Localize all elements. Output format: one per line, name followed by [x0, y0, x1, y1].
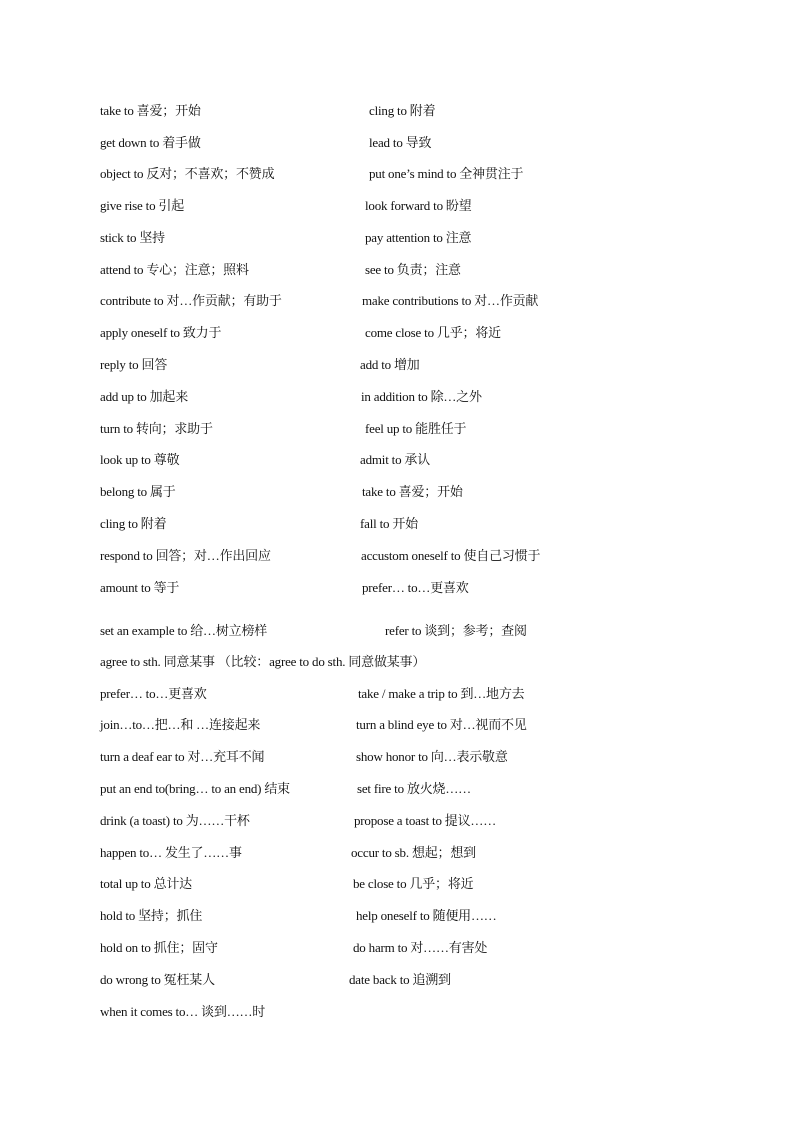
phrase-entry: cling to 附着: [100, 516, 167, 531]
phrase-entry: do harm to 对……有害处: [353, 940, 488, 955]
phrase-entry: feel up to 能胜任于: [365, 421, 467, 436]
phrase-entry: show honor to 向…表示敬意: [356, 749, 508, 764]
phrase-entry: take / make a trip to 到…地方去: [358, 686, 525, 701]
phrase-entry: prefer… to…更喜欢: [100, 686, 207, 701]
phrase-entry: belong to 属于: [100, 484, 176, 499]
phrase-entry: get down to 着手做: [100, 135, 201, 150]
phrase-entry: turn to 转向；求助于: [100, 421, 213, 436]
phrase-entry: occur to sb. 想起；想到: [351, 845, 476, 860]
phrase-entry: cling to 附着: [369, 103, 436, 118]
phrase-entry: propose a toast to 提议……: [354, 813, 496, 828]
phrase-entry: do wrong to 冤枉某人: [100, 972, 215, 987]
phrase-entry: contribute to 对…作贡献；有助于: [100, 293, 282, 308]
phrase-entry: join…to…把…和 …连接起来: [100, 717, 261, 732]
phrase-entry: add up to 加起来: [100, 389, 189, 404]
phrase-entry: happen to… 发生了……事: [100, 845, 242, 860]
phrase-entry: be close to 几乎；将近: [353, 876, 474, 891]
phrase-entry: come close to 几乎；将近: [365, 325, 501, 340]
phrase-entry: give rise to 引起: [100, 198, 185, 213]
phrase-entry: turn a deaf ear to 对…充耳不闻: [100, 749, 265, 764]
phrase-entry: help oneself to 随便用……: [356, 908, 497, 923]
phrase-entry: add to 增加: [360, 357, 420, 372]
phrase-entry: prefer… to…更喜欢: [362, 580, 469, 595]
phrase-entry: accustom oneself to 使自己习惯于: [361, 548, 541, 563]
phrase-entry: attend to 专心；注意；照料: [100, 262, 249, 277]
phrase-entry: set fire to 放火烧……: [357, 781, 471, 796]
phrase-entry: look up to 尊敬: [100, 452, 180, 467]
phrase-entry: turn a blind eye to 对…视而不见: [356, 717, 527, 732]
phrase-entry: total up to 总计达: [100, 876, 192, 891]
phrase-entry: reply to 回答: [100, 357, 168, 372]
phrase-entry: pay attention to 注意: [365, 230, 472, 245]
phrase-entry: look forward to 盼望: [365, 198, 472, 213]
phrase-entry: take to 喜爱；开始: [100, 103, 201, 118]
phrase-entry: date back to 追溯到: [349, 972, 451, 987]
phrase-entry: when it comes to… 谈到……时: [100, 1004, 266, 1019]
phrase-entry: apply oneself to 致力于: [100, 325, 222, 340]
phrase-entry: agree to sth. 同意某事 （比较：agree to do sth. 同意做某事）: [100, 654, 426, 669]
phrase-entry: object to 反对；不喜欢；不赞成: [100, 166, 275, 181]
phrase-entry: make contributions to 对…作贡献: [362, 293, 539, 308]
phrase-entry: put an end to(bring… to an end) 结束: [100, 781, 290, 796]
phrase-entry: drink (a toast) to 为……干杯: [100, 813, 250, 828]
phrase-entry: refer to 谈到；参考；查阅: [385, 623, 527, 638]
phrase-entry: put one’s mind to 全神贯注于: [369, 166, 524, 181]
phrase-entry: hold to 坚持；抓住: [100, 908, 203, 923]
phrase-entry: lead to 导致: [369, 135, 432, 150]
phrase-entry: take to 喜爱；开始: [362, 484, 463, 499]
phrase-entry: fall to 开始: [360, 516, 418, 531]
phrase-entry: admit to 承认: [360, 452, 431, 467]
phrase-entry: hold on to 抓住；固守: [100, 940, 218, 955]
phrase-entry: respond to 回答；对…作出回应: [100, 548, 271, 563]
phrase-entry: amount to 等于: [100, 580, 180, 595]
phrase-entry: in addition to 除…之外: [361, 389, 482, 404]
phrase-entry: stick to 坚持: [100, 230, 165, 245]
phrase-entry: set an example to 给…树立榜样: [100, 623, 268, 638]
phrase-entry: see to 负责；注意: [365, 262, 461, 277]
